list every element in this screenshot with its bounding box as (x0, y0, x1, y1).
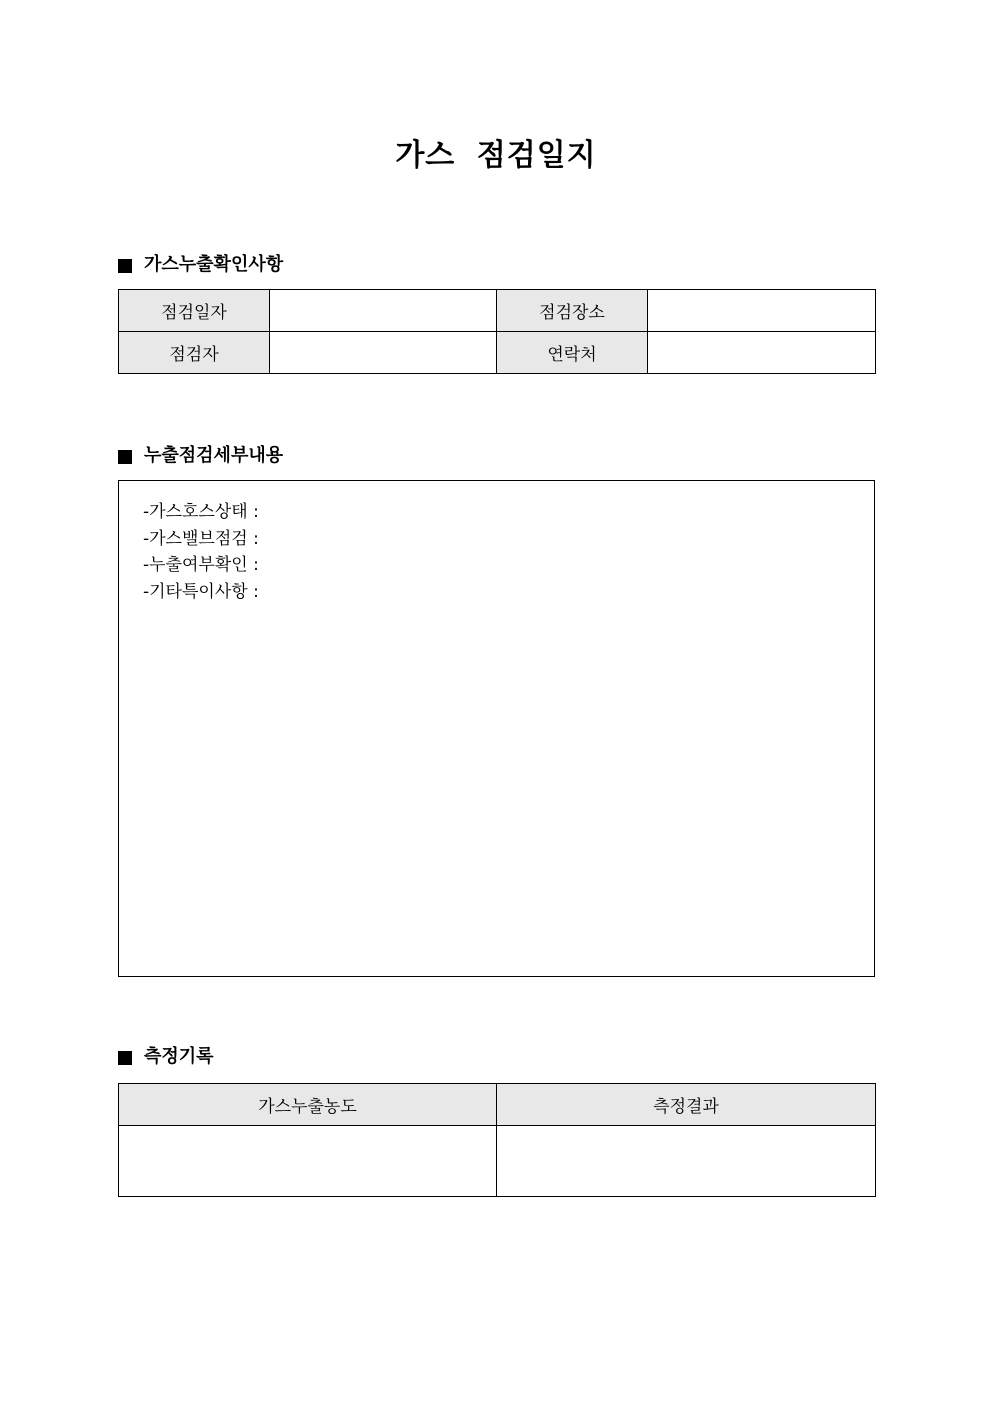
inspector-field[interactable] (270, 332, 497, 374)
section-heading-details (118, 443, 283, 469)
contact-label: 연락처 (497, 332, 648, 374)
detail-line-valve-check: -가스밸브점검 : (143, 528, 259, 549)
detail-line-leak-confirm: -누출여부확인 : (143, 555, 259, 575)
detail-line-hose-status: -가스호스상태 : (143, 502, 259, 522)
gas-concentration-field[interactable] (119, 1126, 497, 1197)
inspection-date-field[interactable] (270, 290, 497, 332)
measurement-result-header: 측정결과 (497, 1084, 876, 1126)
table-row (119, 1126, 876, 1197)
section-heading-measurement-label: 측정기록 (144, 1046, 214, 1067)
black-square-icon (118, 259, 132, 273)
inspection-date-label: 점검일자 (119, 290, 270, 332)
section-heading-details-label: 누출점검세부내용 (144, 445, 284, 466)
measurement-result-field[interactable] (497, 1126, 876, 1197)
section-heading-leak-check (118, 252, 283, 278)
black-square-icon (118, 450, 132, 464)
contact-field[interactable] (648, 332, 876, 374)
table-row (119, 332, 876, 374)
measurement-table (118, 1083, 876, 1197)
section-heading-measurement (118, 1044, 214, 1070)
leak-check-table (118, 289, 876, 374)
inspection-location-label: 점검장소 (497, 290, 648, 332)
inspector-label: 점검자 (119, 332, 270, 374)
page-title: 가스 점검일지 (395, 138, 597, 173)
detail-line-other-notes: -기타특이사항 : (143, 581, 259, 602)
gas-concentration-header: 가스누출농도 (119, 1084, 497, 1126)
details-list (143, 499, 259, 605)
table-row (119, 290, 876, 332)
table-header-row (119, 1084, 876, 1126)
black-square-icon (118, 1051, 132, 1065)
section-heading-leak-check-label: 가스누출확인사항 (144, 254, 284, 275)
inspection-location-field[interactable] (648, 290, 876, 332)
details-box[interactable] (118, 480, 875, 977)
